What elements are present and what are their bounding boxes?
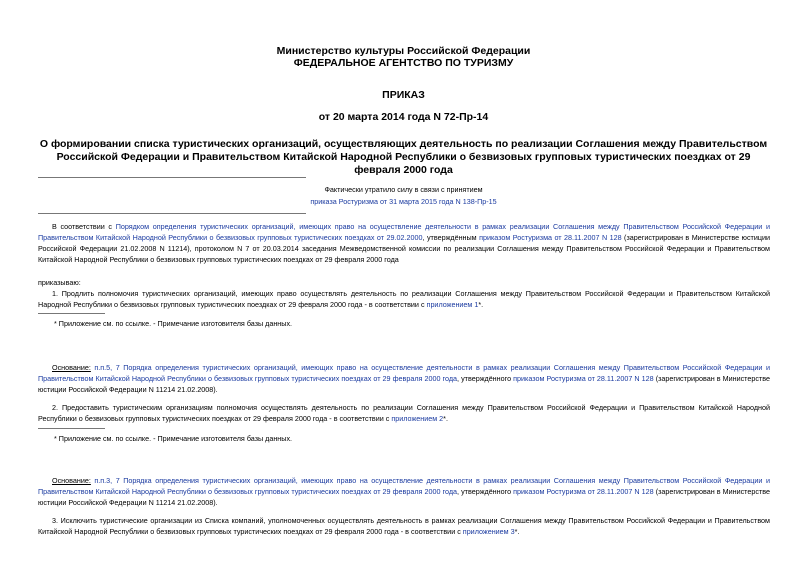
preamble-text-1: В соответствии с bbox=[52, 222, 116, 231]
basis-2-order-link[interactable]: приказом Ростуризма от 28.11.2007 N 128 bbox=[513, 487, 654, 496]
appendix-3-link[interactable]: приложением 3 bbox=[462, 527, 515, 536]
divider-bottom bbox=[38, 213, 306, 214]
order-128-link[interactable]: приказом Ростуризма от 28.11.2007 N 128 bbox=[479, 233, 622, 242]
status-note-link[interactable]: приказа Ростуризма от 31 марта 2015 года N 138-Пр-15 bbox=[310, 197, 497, 206]
preamble-text-2: , утверждённым bbox=[422, 233, 480, 242]
footnote-rule-1 bbox=[38, 313, 105, 314]
order-word: приказываю: bbox=[38, 278, 81, 287]
basis-1-label: Основание: bbox=[52, 363, 91, 372]
doc-type: ПРИКАЗ bbox=[382, 89, 425, 101]
basis-1-tail: (зарегистрирован в Министерстве юстиции Российской Федерации N 11214 21.02.2008). bbox=[38, 374, 770, 394]
appendix-2-link[interactable]: приложением 2 bbox=[391, 414, 444, 423]
basis-2-text: , утверждённого bbox=[457, 487, 514, 496]
item-3 bbox=[38, 515, 770, 537]
date-number: от 20 марта 2014 года N 72-Пр-14 bbox=[318, 111, 489, 123]
item-1-tail: *. bbox=[478, 300, 484, 309]
status-note bbox=[0, 184, 807, 208]
basis-2-link[interactable]: п.п.3, 7 Порядка определения туристических организаций, имеющих право на осуществление деятельности в рамках реализации Соглашения между Правительством Российской Федерации и Правительством Китайской Народной Республики о безвизовых групповых туристических поездках от 29 февраля 2000 года bbox=[38, 476, 770, 496]
preamble-paragraph bbox=[38, 221, 770, 265]
ministry-name: Министерство культуры Российской Федерации bbox=[276, 45, 531, 57]
divider-top bbox=[38, 177, 306, 178]
footnote-1: * Приложение см. по ссылке. - Примечание изготовителя базы данных. bbox=[54, 319, 293, 328]
basis-2-tail: (зарегистрирован в Министерстве юстиции Российской Федерации N 11214 21.02.2008). bbox=[38, 487, 770, 507]
item-2 bbox=[38, 402, 770, 424]
status-note-text: Фактически утратило силу в связи с принятием bbox=[324, 185, 483, 194]
basis-1-link[interactable]: п.п.5, 7 Порядка определения туристических организаций, имеющих право на осуществление деятельности в рамках реализации Соглашения между Правительством Российской Федерации и Правительством Китайской Народной Республики о безвизовых групповых туристических поездках от 29 февраля 2000 года bbox=[38, 363, 770, 383]
preamble-text-3: (зарегистрирован в Министерстве юстиции Российской Федерации 21.02.2008 N 11214), протоколом N 7 от 20.03.2014 заседания Межведомственной комиссии по реализации Соглашения между Правительством Российской Федерации и Правительством Китайской Народной Республики о безвизовых групповых туристических поездках от 29 февраля 2000 года bbox=[38, 233, 770, 264]
item-2-tail: *. bbox=[443, 414, 448, 423]
page-title: О формировании списка туристических организаций, осуществляющих деятельность по реализации Соглашения между Правительством Российской Федерации и Правительством Китайской Народной Республики о безвизовых групповых туристических поездках от 29 февраля 2000 года bbox=[39, 138, 768, 176]
basis-1 bbox=[38, 362, 770, 395]
basis-2 bbox=[38, 475, 770, 508]
basis-1-order-link[interactable]: приказом Ростуризма от 28.11.2007 N 128 bbox=[513, 374, 654, 383]
footnote-rule-2 bbox=[38, 428, 105, 429]
footnote-2: * Приложение см. по ссылке. - Примечание изготовителя базы данных. bbox=[54, 434, 293, 443]
agency-name: ФЕДЕРАЛЬНОЕ АГЕНТСТВО ПО ТУРИЗМУ bbox=[293, 57, 514, 69]
item-1-text: 1. Продлить полномочия туристических организаций, имеющих право осуществлять деятельность по реализации Соглашения между Правительством Российской Федерации и Правительством Китайской Народной Республики о безвизовых групповых туристических поездках от 29 февраля 2000 года - в соответствии с bbox=[38, 289, 770, 309]
item-1 bbox=[38, 288, 770, 310]
item-3-text: 3. Исключить туристические организации из Списка компаний, уполномоченных осуществлять деятельность в рамках реализации Соглашения между Правительством Российской Федерации и Правительством Китайской Народной Республики о безвизовых групповых туристических поездках от 29 февраля 2000 года - в соответствии с bbox=[38, 516, 770, 536]
basis-2-label: Основание: bbox=[52, 476, 91, 485]
header-block bbox=[0, 45, 807, 69]
procedure-link[interactable]: Порядком определения туристических организаций, имеющих право на осуществление деятельности в рамках реализации Соглашения между Правительством Российской Федерации и Правительством Китайской Народной Республики о безвизовых групповых туристических поездках от 29.02.2000 bbox=[38, 222, 770, 242]
appendix-1-link[interactable]: приложением 1 bbox=[426, 300, 479, 309]
item-2-text: 2. Предоставить туристическим организациям полномочия осуществлять деятельность по реализации Соглашения между Правительством Российской Федерации и Правительством Китайской Народной Республики о безвизовых групповых туристических поездках от 29 февраля 2000 года - в соответствии с bbox=[38, 403, 770, 423]
item-3-tail: *. bbox=[514, 527, 520, 536]
basis-1-text: , утверждённого bbox=[457, 374, 514, 383]
